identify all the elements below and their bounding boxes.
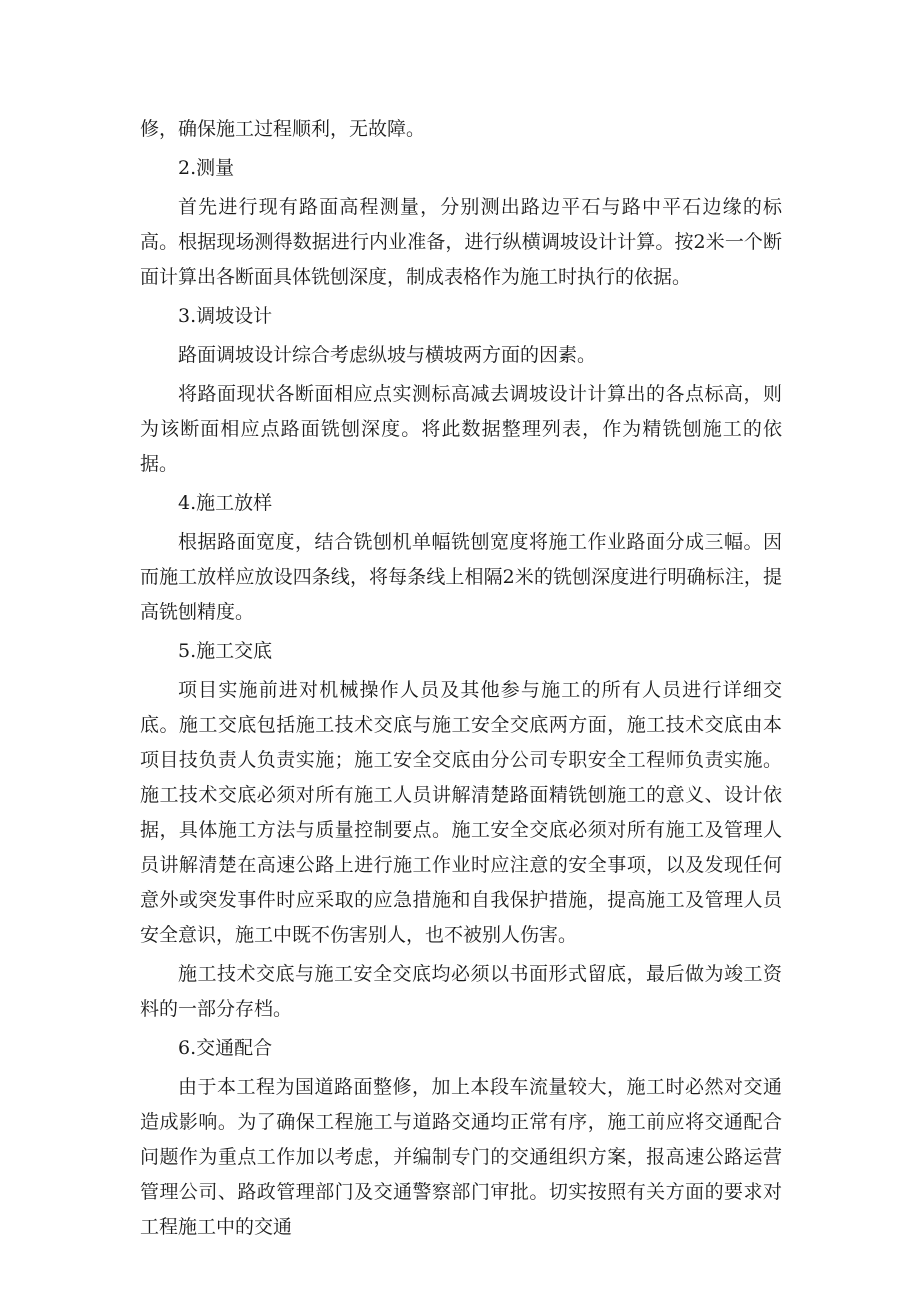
paragraph-briefing-1: 项目实施前进对机械操作人员及其他参与施工的所有人员进行详细交底。施工交底包括施工技术交底与施工安全交底两方面，施工技术交底由本项目技负责人负责实施；施工安全交底由分公司专职安全工程师负责实施。施工技术交底必须对所有施工人员讲解清楚路面精铣刨施工的意义、设计依据，具体施工方法与质量控制要点。施工安全交底必须对所有施工及管理人员讲解清楚在高速公路上进行施工作业时应注意的安全事项，以及发现任何意外或突发事件时应采取的应急措施和自我保护措施，提高施工及管理人员安全意识，施工中既不伤害别人，也不被别人伤害。 (140, 679, 782, 946)
section-heading-briefing: 5.施工交底 (178, 640, 273, 662)
section-heading-slope-design: 3.调坡设计 (178, 305, 273, 327)
paragraph-briefing-2: 施工技术交底与施工安全交底均必须以书面形式留底，最后做为竣工资料的一部分存档。 (140, 963, 782, 1020)
paragraph-traffic: 由于本工程为国道路面整修，加上本段车流量较大，施工时必然对交通造成影响。为了确保工程施工与道路交通均正常有序，施工前应将交通配合问题作为重点工作加以考虑，并编制专门的交通组织方案，报高速公路运营管理公司、路政管理部门及交通警察部门审批。切实按照有关方面的要求对工程施工中的交通 (140, 1076, 782, 1238)
document-body (140, 112, 782, 1249)
section-heading-traffic: 6.交通配合 (178, 1037, 273, 1059)
paragraph-measurement: 首先进行现有路面高程测量，分别测出路边平石与路中平石边缘的标高。根据现场测得数据进行内业准备，进行纵横调坡设计计算。按2米一个断面计算出各断面具体铣刨深度，制成表格作为施工时执行的依据。 (140, 196, 782, 288)
paragraph-continuation: 修，确保施工过程顺利，无故障。 (140, 118, 426, 140)
paragraph-layout: 根据路面宽度，结合铣刨机单幅铣刨宽度将施工作业路面分成三幅。因而施工放样应放设四条线，将每条线上相隔2米的铣刨深度进行明确标注，提高铣刨精度。 (140, 531, 782, 623)
paragraph-slope-design-2: 将路面现状各断面相应点实测标高减去调坡设计计算出的各点标高，则为该断面相应点路面铣刨深度。将此数据整理列表，作为精铣刨施工的依据。 (140, 383, 782, 475)
section-heading-layout: 4.施工放样 (178, 492, 273, 514)
paragraph-slope-design-1: 路面调坡设计综合考虑纵坡与横坡两方面的因素。 (178, 344, 597, 366)
section-heading-measurement: 2.测量 (178, 157, 235, 179)
